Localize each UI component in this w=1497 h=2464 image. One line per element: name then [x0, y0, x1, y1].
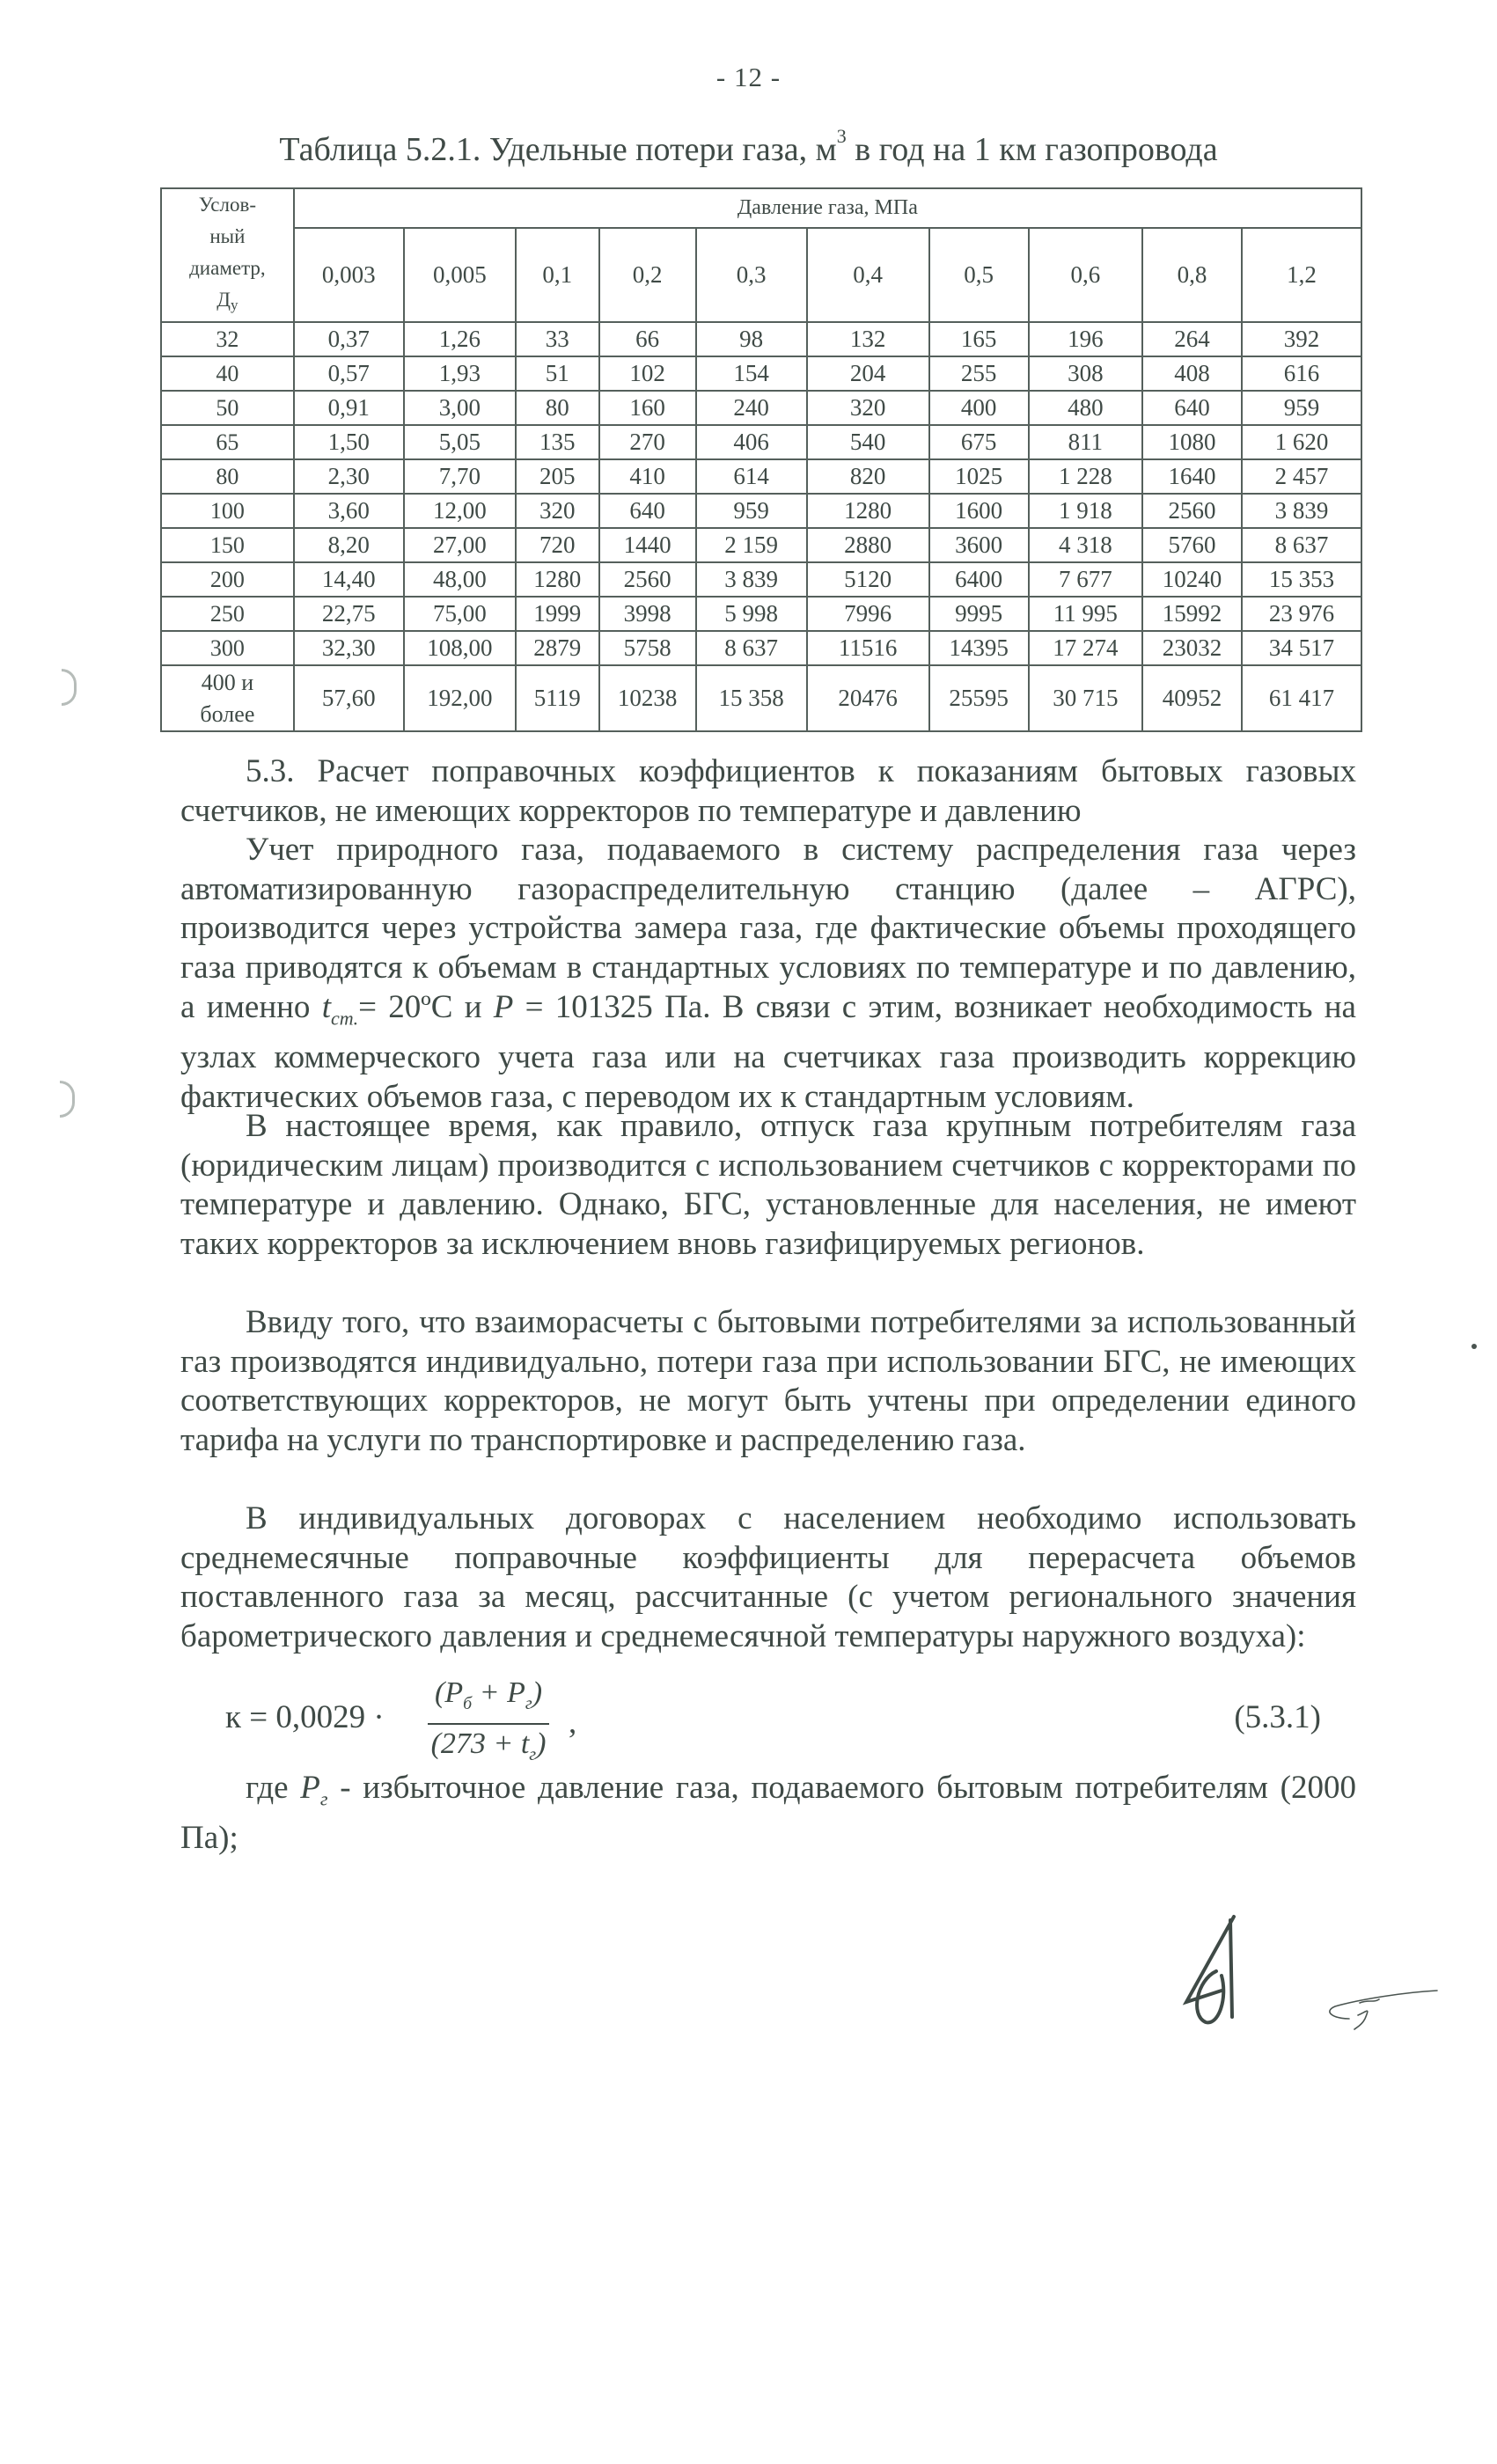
loss-value-cell: 406: [696, 425, 807, 459]
loss-value-cell: 7996: [807, 597, 929, 631]
section-heading: [180, 752, 1356, 831]
loss-value-cell: 8 637: [696, 631, 807, 665]
loss-value-cell: 108,00: [404, 631, 516, 665]
loss-value-cell: 8,20: [294, 528, 404, 562]
loss-value-cell: 135: [516, 425, 599, 459]
column-header: 0,1: [516, 228, 599, 322]
loss-value-cell: 392: [1242, 322, 1361, 356]
loss-value-cell: 102: [599, 356, 696, 391]
temperature-subscript: cm.: [330, 1007, 359, 1030]
formula-fraction: [428, 1674, 549, 1774]
loss-value-cell: 51: [516, 356, 599, 391]
loss-value-cell: 1440: [599, 528, 696, 562]
temperature-symbol: t: [321, 988, 331, 1025]
loss-value-cell: 15 353: [1242, 562, 1361, 597]
loss-value-cell: 410: [599, 459, 696, 494]
loss-value-cell: 7 677: [1029, 562, 1142, 597]
paragraph-text: В индивидуальных договорах с населением необходимо использовать среднемесячные поправочные коэффициенты для перерасчета объемов поставленного газа за месяц, рассчитанные (с учетом регионального значения барометрического давления и среднемесячной температуры наружного воздуха):: [180, 1500, 1356, 1655]
formula-part: ): [536, 1727, 547, 1760]
loss-value-cell: 3600: [929, 528, 1029, 562]
formula-numerator: [428, 1674, 549, 1725]
diameter-cell-line: более: [200, 700, 255, 727]
loss-value-cell: 61 417: [1242, 665, 1361, 731]
loss-value-cell: 14,40: [294, 562, 404, 597]
diameter-symbol: Д: [216, 289, 231, 311]
table-row: [161, 631, 1361, 665]
loss-value-cell: 98: [696, 322, 807, 356]
pressure-subscript: г: [319, 1787, 328, 1810]
signature-icon: [1325, 1980, 1439, 2033]
loss-value-cell: 1,93: [404, 356, 516, 391]
loss-value-cell: 40952: [1142, 665, 1242, 731]
loss-value-cell: 154: [696, 356, 807, 391]
loss-value-cell: 2880: [807, 528, 929, 562]
table-title-superscript: 3: [836, 125, 847, 148]
loss-value-cell: 57,60: [294, 665, 404, 731]
loss-value-cell: 540: [807, 425, 929, 459]
loss-value-cell: 10238: [599, 665, 696, 731]
loss-value-cell: 8 637: [1242, 528, 1361, 562]
loss-value-cell: 320: [807, 391, 929, 425]
formula-part: (P: [435, 1676, 464, 1709]
loss-value-cell: 820: [807, 459, 929, 494]
loss-value-cell: 3,00: [404, 391, 516, 425]
formula-5-3-1: [225, 1674, 1361, 1762]
table-title: [0, 125, 1497, 169]
loss-value-cell: 33: [516, 322, 599, 356]
loss-value-cell: 959: [696, 494, 807, 528]
loss-value-cell: 720: [516, 528, 599, 562]
loss-value-cell: 12,00: [404, 494, 516, 528]
formula-part: + P: [472, 1676, 525, 1709]
loss-value-cell: 2 159: [696, 528, 807, 562]
loss-value-cell: 27,00: [404, 528, 516, 562]
loss-value-cell: 408: [1142, 356, 1242, 391]
diameter-cell: 50: [161, 391, 294, 425]
loss-value-cell: 5120: [807, 562, 929, 597]
loss-value-cell: 1640: [1142, 459, 1242, 494]
loss-value-cell: 23032: [1142, 631, 1242, 665]
paragraph: [180, 1500, 1356, 1657]
table-row: [161, 597, 1361, 631]
loss-value-cell: 0,57: [294, 356, 404, 391]
formula-denominator: [428, 1725, 549, 1774]
loss-value-cell: 255: [929, 356, 1029, 391]
loss-value-cell: 1 228: [1029, 459, 1142, 494]
loss-value-cell: 4 318: [1029, 528, 1142, 562]
loss-value-cell: 320: [516, 494, 599, 528]
column-header: 1,2: [1242, 228, 1361, 322]
formula-comma: ,: [569, 1705, 577, 1741]
pressure-columns-row: [161, 228, 1361, 322]
loss-value-cell: 160: [599, 391, 696, 425]
paragraph: [180, 1303, 1356, 1461]
column-header: 0,4: [807, 228, 929, 322]
loss-value-cell: 3 839: [1242, 494, 1361, 528]
loss-value-cell: 2560: [599, 562, 696, 597]
column-header: 0,005: [404, 228, 516, 322]
formula-part: (273 + t: [430, 1727, 530, 1760]
loss-value-cell: 30 715: [1029, 665, 1142, 731]
loss-value-cell: 614: [696, 459, 807, 494]
loss-value-cell: 205: [516, 459, 599, 494]
diameter-header-line: диаметр,: [189, 257, 266, 279]
diameter-cell: 80: [161, 459, 294, 494]
loss-value-cell: 132: [807, 322, 929, 356]
page-number: - 12 -: [715, 62, 782, 92]
diameter-header: [161, 188, 294, 322]
loss-value-cell: 5 998: [696, 597, 807, 631]
loss-value-cell: 192,00: [404, 665, 516, 731]
loss-value-cell: 640: [1142, 391, 1242, 425]
loss-value-cell: 1999: [516, 597, 599, 631]
loss-value-cell: 616: [1242, 356, 1361, 391]
paragraph: [180, 1107, 1356, 1265]
diameter-cell: 40: [161, 356, 294, 391]
table-row: [161, 356, 1361, 391]
diameter-cell: 200: [161, 562, 294, 597]
loss-value-cell: 196: [1029, 322, 1142, 356]
paragraph-text: - избыточное давление газа, подаваемого бытовым потребителям (2000 Па);: [180, 1770, 1356, 1857]
loss-value-cell: 308: [1029, 356, 1142, 391]
diameter-cell: [161, 665, 294, 731]
column-header: 0,2: [599, 228, 696, 322]
loss-value-cell: 80: [516, 391, 599, 425]
paragraph-text: = 20ºС и: [358, 988, 494, 1025]
paragraph-text: Учет природного газа, подаваемого в систему распределения газа через автоматизированную газораспределительную станцию (далее – АГРС), производится через устройства замера газа, где фактические объемы проходящего газа приводятся к объемам в стандартных условиях по температуре и по давлению, а именно: [180, 832, 1356, 1025]
column-header: 0,6: [1029, 228, 1142, 322]
scan-dot: [1471, 1344, 1477, 1349]
loss-value-cell: 270: [599, 425, 696, 459]
loss-value-cell: 14395: [929, 631, 1029, 665]
loss-value-cell: 34 517: [1242, 631, 1361, 665]
formula-subscript: г: [529, 1744, 537, 1764]
table-row: [161, 665, 1361, 731]
loss-value-cell: 1,50: [294, 425, 404, 459]
loss-value-cell: 959: [1242, 391, 1361, 425]
loss-value-cell: 0,91: [294, 391, 404, 425]
formula-number: (5.3.1): [1234, 1699, 1321, 1735]
loss-value-cell: 165: [929, 322, 1029, 356]
loss-value-cell: 15 358: [696, 665, 807, 731]
loss-value-cell: 1080: [1142, 425, 1242, 459]
loss-value-cell: 25595: [929, 665, 1029, 731]
table-row: [161, 562, 1361, 597]
paragraph-text: В настоящее время, как правило, отпуск газа крупным потребителям газа (юридическим лицам) производится с использованием счетчиков с корректорами по температуре и давлению. Однако, БГС, установленные для населения, не имеют таких корректоров за исключением вновь газифицируемых регионов.: [180, 1108, 1356, 1263]
table-row: [161, 322, 1361, 356]
loss-value-cell: 11516: [807, 631, 929, 665]
diameter-cell: 65: [161, 425, 294, 459]
loss-value-cell: 22,75: [294, 597, 404, 631]
loss-value-cell: 20476: [807, 665, 929, 731]
diameter-cell-line: 400 и: [201, 669, 254, 695]
loss-value-cell: 5760: [1142, 528, 1242, 562]
pressure-group-header: Давление газа, МПа: [294, 188, 1361, 228]
loss-value-cell: 0,37: [294, 322, 404, 356]
table-row: [161, 425, 1361, 459]
pressure-symbol: P: [300, 1770, 320, 1806]
punch-hole-mark: [62, 669, 77, 706]
loss-value-cell: 6400: [929, 562, 1029, 597]
diameter-header-line: Услов-: [198, 194, 257, 216]
loss-value-cell: 75,00: [404, 597, 516, 631]
loss-value-cell: 32,30: [294, 631, 404, 665]
diameter-header-line: ный: [209, 225, 246, 247]
formula-part: ): [532, 1676, 543, 1709]
loss-value-cell: 264: [1142, 322, 1242, 356]
diameter-cell: 250: [161, 597, 294, 631]
table-title-text: Таблица 5.2.1. Удельные потери газа, м: [279, 131, 837, 168]
loss-value-cell: 2879: [516, 631, 599, 665]
loss-value-cell: 5119: [516, 665, 599, 731]
loss-value-cell: 1 620: [1242, 425, 1361, 459]
column-header: 0,3: [696, 228, 807, 322]
table-row: [161, 391, 1361, 425]
loss-value-cell: 1600: [929, 494, 1029, 528]
column-header: 0,8: [1142, 228, 1242, 322]
table-title-suffix: в год на 1 км газопровода: [846, 131, 1218, 168]
loss-value-cell: 10240: [1142, 562, 1242, 597]
paragraph-text: где: [246, 1770, 301, 1806]
diameter-cell: 100: [161, 494, 294, 528]
loss-value-cell: 23 976: [1242, 597, 1361, 631]
gas-loss-table: [160, 187, 1362, 732]
loss-value-cell: 1280: [807, 494, 929, 528]
loss-value-cell: 17 274: [1029, 631, 1142, 665]
loss-value-cell: 400: [929, 391, 1029, 425]
diameter-cell: 32: [161, 322, 294, 356]
diameter-symbol-subscript: у: [231, 297, 238, 313]
loss-value-cell: 1280: [516, 562, 599, 597]
signature-icon: [1179, 1910, 1267, 2028]
loss-value-cell: 48,00: [404, 562, 516, 597]
loss-value-cell: 2,30: [294, 459, 404, 494]
loss-value-cell: 1,26: [404, 322, 516, 356]
loss-value-cell: 640: [599, 494, 696, 528]
column-header: 0,003: [294, 228, 404, 322]
diameter-cell: 300: [161, 631, 294, 665]
loss-value-cell: 5,05: [404, 425, 516, 459]
loss-value-cell: 11 995: [1029, 597, 1142, 631]
loss-value-cell: 675: [929, 425, 1029, 459]
loss-value-cell: 5758: [599, 631, 696, 665]
loss-value-cell: 811: [1029, 425, 1142, 459]
section-heading-text: 5.3. Расчет поправочных коэффициентов к показаниям бытовых газовых счетчиков, не имеющих корректоров по температуре и давлению: [180, 753, 1356, 829]
loss-value-cell: 3 839: [696, 562, 807, 597]
loss-value-cell: 7,70: [404, 459, 516, 494]
loss-value-cell: 2560: [1142, 494, 1242, 528]
loss-value-cell: 15992: [1142, 597, 1242, 631]
paragraph-text: = 101325 Па. В связи с этим, возникает необходимость на узлах коммерческого учета газа или на счетчиках газа производить коррекцию фактических объемов газа, с переводом их к стандартным условиям.: [180, 988, 1356, 1115]
diameter-cell: 150: [161, 528, 294, 562]
loss-value-cell: 9995: [929, 597, 1029, 631]
loss-value-cell: 204: [807, 356, 929, 391]
table-row: [161, 459, 1361, 494]
paragraph: [180, 1769, 1356, 1859]
column-header: 0,5: [929, 228, 1029, 322]
loss-value-cell: 2 457: [1242, 459, 1361, 494]
loss-value-cell: 240: [696, 391, 807, 425]
loss-value-cell: 3998: [599, 597, 696, 631]
formula-lhs: к = 0,0029 ·: [225, 1699, 385, 1735]
loss-value-cell: 3,60: [294, 494, 404, 528]
table-row: [161, 494, 1361, 528]
punch-hole-mark: [60, 1081, 75, 1118]
paragraph-text: Ввиду того, что взаиморасчеты с бытовыми потребителями за использованный газ производятся индивидуально, потери газа при использовании БГС, не имеющих соответствующих корректоров, не могут быть учтены при определении единого тарифа на услуги по транспортировке и распределению газа.: [180, 1304, 1356, 1459]
formula-subscript: г: [525, 1693, 532, 1713]
loss-value-cell: 1 918: [1029, 494, 1142, 528]
formula-subscript: б: [463, 1693, 473, 1713]
loss-value-cell: 480: [1029, 391, 1142, 425]
loss-value-cell: 1025: [929, 459, 1029, 494]
pressure-symbol: P: [493, 988, 514, 1025]
paragraph: [180, 831, 1356, 1117]
loss-value-cell: 66: [599, 322, 696, 356]
table-row: [161, 528, 1361, 562]
